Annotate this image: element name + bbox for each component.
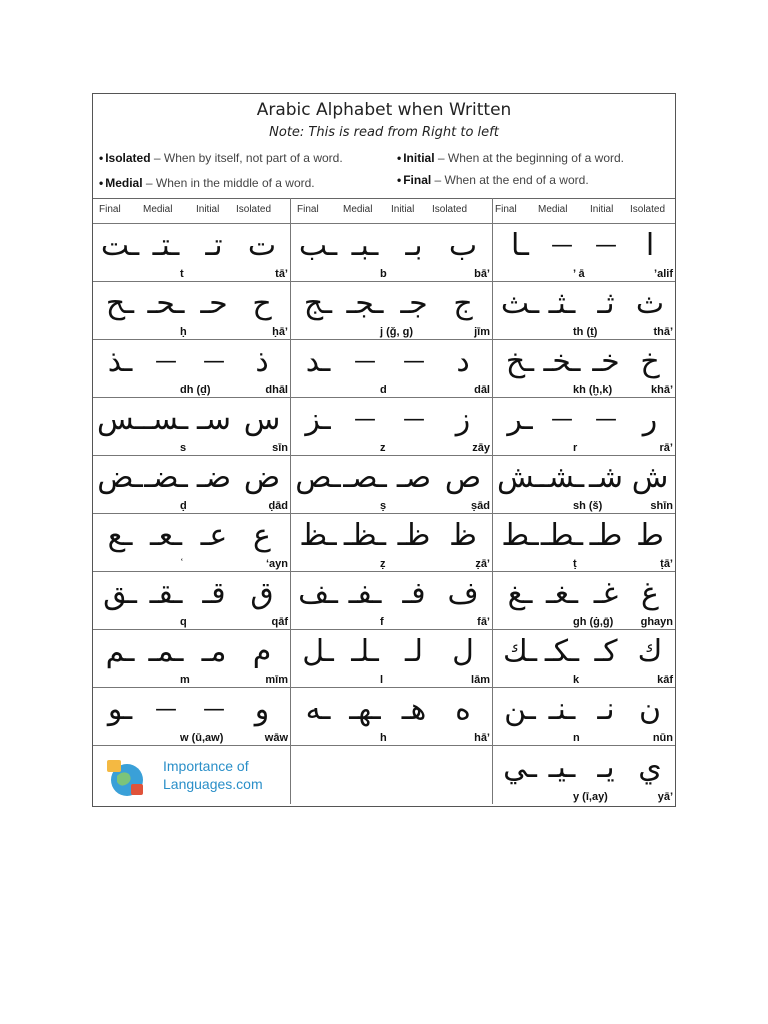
letter-cell [291, 572, 493, 629]
final-form-glyph: ـم [105, 634, 135, 669]
column-header-group [93, 198, 291, 223]
letter-name: ‘ayn [265, 558, 288, 570]
letter-name: ghayn [640, 616, 673, 628]
letter-cell [493, 746, 675, 804]
initial-form-glyph: صـ [396, 460, 432, 495]
column-header-label: Final [297, 204, 319, 215]
letter-name: bā’ [474, 268, 490, 280]
letter-name: zāy [472, 442, 490, 454]
transliteration: ṣ [380, 500, 387, 512]
letter-name: fā’ [477, 616, 490, 628]
isolated-form-glyph: ض [243, 460, 281, 495]
letter-name: rā’ [659, 442, 673, 454]
letter-cell [291, 688, 493, 745]
letter-name: dhāl [265, 384, 288, 396]
empty-cell [93, 746, 291, 804]
column-header-group [493, 198, 675, 223]
letter-name: ḍād [268, 500, 288, 512]
initial-form-glyph: فـ [402, 576, 426, 611]
medial-form-glyph: — [155, 349, 177, 374]
initial-form-glyph: ظـ [397, 518, 431, 553]
medial-form-glyph: — [354, 349, 376, 374]
letter-cell [493, 224, 675, 281]
isolated-form-glyph: ت [247, 228, 277, 263]
medial-form-glyph: ـيـ [548, 750, 576, 785]
transliteration: m [180, 674, 190, 686]
initial-form-glyph: جـ [400, 286, 428, 321]
letter-name: tā’ [275, 268, 288, 280]
letter-cell [93, 340, 291, 397]
final-form-glyph: ـذ [107, 344, 133, 379]
column-header-label: Final [99, 204, 121, 215]
transliteration: ḍ [180, 500, 187, 512]
letter-name: sīn [272, 442, 288, 454]
letter-grid [93, 198, 675, 807]
final-form-glyph: ـر [507, 402, 533, 437]
alphabet-chart [92, 93, 676, 807]
medial-form-glyph: ـصـ [343, 460, 387, 495]
isolated-form-glyph: ق [250, 576, 274, 611]
letter-name: shīn [650, 500, 673, 512]
letter-cell [493, 688, 675, 745]
final-form-glyph: ـب [298, 228, 338, 263]
letter-cell [93, 514, 291, 571]
final-form-glyph: ـل [302, 634, 334, 669]
reading-direction-note: Note: This is read from Right to left [269, 125, 499, 140]
letter-cell [493, 572, 675, 629]
isolated-form-glyph: ظ [449, 518, 477, 553]
column-header-label: Initial [590, 204, 614, 215]
column-header-label: Final [495, 204, 517, 215]
transliteration: sh (š) [573, 500, 603, 512]
medial-form-glyph: ـجـ [346, 286, 384, 321]
column-header-label: Medial [538, 204, 568, 215]
isolated-form-glyph: ج [453, 286, 473, 321]
isolated-form-glyph: ع [253, 518, 271, 553]
column-header-label: Initial [391, 204, 415, 215]
initial-form-glyph: ضـ [196, 460, 232, 495]
letter-row [93, 630, 675, 688]
final-form-glyph: ـغ [507, 576, 533, 611]
medial-form-glyph: ـهـ [349, 692, 381, 727]
final-form-glyph: ـص [295, 460, 341, 495]
initial-form-glyph: بـ [405, 228, 423, 263]
transliteration: w (ū,aw) [180, 732, 224, 744]
transliteration: n [573, 732, 580, 744]
initial-form-glyph: قـ [202, 576, 226, 611]
medial-form-glyph: ـسـ [143, 402, 189, 437]
letter-name: nūn [652, 732, 673, 744]
letter-name: ṭā’ [660, 558, 673, 570]
initial-form-glyph: شـ [589, 460, 623, 495]
chart-title: Arabic Alphabet when Written [256, 100, 512, 120]
final-form-glyph: ـق [103, 576, 137, 611]
final-form-glyph: ـس [97, 402, 145, 437]
letter-row [93, 224, 675, 282]
column-header-row [93, 198, 675, 224]
final-form-glyph: ـخ [505, 344, 535, 379]
medial-form-glyph: ـلـ [351, 634, 379, 669]
final-form-glyph: ـن [504, 692, 536, 727]
isolated-form-glyph: ث [635, 286, 665, 321]
final-form-glyph: ـظ [299, 518, 337, 553]
initial-form-glyph: حـ [200, 286, 228, 321]
initial-form-glyph: — [203, 697, 225, 722]
isolated-form-glyph: خ [640, 344, 660, 379]
medial-form-glyph: ـبـ [351, 228, 379, 263]
letter-row [93, 340, 675, 398]
initial-form-glyph: طـ [589, 518, 623, 553]
isolated-form-glyph: م [252, 634, 272, 669]
legend-final: • Final – When at the end of a word. [397, 173, 589, 187]
transliteration: r [573, 442, 578, 454]
transliteration: h [380, 732, 387, 744]
final-form-glyph: ـو [107, 692, 133, 727]
medial-form-glyph: ـضـ [144, 460, 188, 495]
initial-form-glyph: غـ [593, 576, 619, 611]
letter-name: hā’ [474, 732, 490, 744]
isolated-form-glyph: ف [447, 576, 479, 611]
isolated-form-glyph: ح [252, 286, 272, 321]
medial-form-glyph: ـفـ [348, 576, 382, 611]
transliteration: ʿ [180, 558, 184, 570]
letter-cell [291, 456, 493, 513]
transliteration: s [180, 442, 187, 454]
initial-form-glyph: — [595, 407, 617, 432]
letter-row [93, 572, 675, 630]
empty-cell [291, 746, 493, 804]
final-form-glyph: ـد [305, 344, 331, 379]
transliteration: f [380, 616, 384, 628]
initial-form-glyph: لـ [405, 634, 423, 669]
medial-form-glyph: ـعـ [149, 518, 183, 553]
medial-form-glyph: ـظـ [343, 518, 387, 553]
legend-isolated: • Isolated – When by itself, not part of a word. [99, 151, 343, 165]
isolated-form-glyph: ا [645, 228, 655, 263]
isolated-form-glyph: س [243, 402, 281, 437]
letter-name: lām [471, 674, 490, 686]
letter-cell [93, 282, 291, 339]
letter-cell [93, 572, 291, 629]
medial-form-glyph: ـخـ [543, 344, 581, 379]
initial-form-glyph: تـ [205, 228, 223, 263]
letter-cell [93, 456, 291, 513]
isolated-form-glyph: ز [455, 402, 471, 437]
letter-name: kāf [657, 674, 673, 686]
isolated-form-glyph: ش [631, 460, 669, 495]
letter-row [93, 746, 675, 804]
column-header-label: Isolated [630, 204, 666, 215]
initial-form-glyph: مـ [201, 634, 227, 669]
letter-row [93, 398, 675, 456]
transliteration: t [180, 268, 184, 280]
letter-row [93, 514, 675, 572]
medial-form-glyph: ـمـ [148, 634, 184, 669]
isolated-form-glyph: د [456, 344, 470, 379]
medial-form-glyph: ـقـ [149, 576, 183, 611]
letter-cell [291, 224, 493, 281]
initial-form-glyph: ثـ [597, 286, 615, 321]
letter-cell [493, 514, 675, 571]
column-header-label: Initial [196, 204, 220, 215]
letter-name: thā’ [653, 326, 673, 338]
letter-name: qāf [271, 616, 288, 628]
final-form-glyph: ـش [497, 460, 545, 495]
globe-icon [105, 758, 145, 798]
medial-form-glyph: — [354, 407, 376, 432]
final-form-glyph: ـط [501, 518, 539, 553]
medial-form-glyph: — [551, 233, 573, 258]
transliteration: kh (ḫ,k) [573, 384, 613, 396]
isolated-form-glyph: ه [455, 692, 471, 727]
letter-cell [291, 340, 493, 397]
medial-form-glyph: — [551, 407, 573, 432]
transliteration: z [380, 442, 386, 454]
letter-cell [291, 398, 493, 455]
isolated-form-glyph: ي [638, 750, 662, 785]
final-form-glyph: ـي [503, 750, 537, 785]
isolated-form-glyph: ب [448, 228, 478, 263]
transliteration: q [180, 616, 187, 628]
column-header-group [291, 198, 493, 223]
letter-name: ẓā’ [475, 558, 490, 570]
letter-name: dāl [474, 384, 490, 396]
medial-form-glyph: ـغـ [545, 576, 579, 611]
final-form-glyph: ـف [298, 576, 338, 611]
isolated-form-glyph: ط [636, 518, 664, 553]
legend-initial: • Initial – When at the beginning of a word. [397, 151, 625, 165]
column-header-label: Medial [343, 204, 373, 215]
isolated-form-glyph: ص [444, 460, 482, 495]
letter-cell [93, 630, 291, 687]
letter-name: ṣād [471, 500, 490, 512]
initial-form-glyph: كـ [594, 634, 618, 669]
initial-form-glyph: — [403, 349, 425, 374]
initial-form-glyph: عـ [200, 518, 228, 553]
transliteration: ḥ [180, 326, 187, 338]
letter-cell [291, 630, 493, 687]
column-header-label: Isolated [236, 204, 272, 215]
legend-medial: • Medial – When in the middle of a word. [99, 176, 315, 190]
initial-form-glyph: — [203, 349, 225, 374]
isolated-form-glyph: ل [452, 634, 474, 669]
medial-form-glyph: ـتـ [152, 228, 180, 263]
transliteration: th (ṯ) [573, 326, 598, 338]
transliteration: dh (ḏ) [180, 384, 211, 396]
final-form-glyph: ـه [305, 692, 331, 727]
medial-form-glyph: ـحـ [147, 286, 185, 321]
letter-cell [93, 688, 291, 745]
medial-form-glyph: ـنـ [548, 692, 576, 727]
isolated-form-glyph: غ [641, 576, 659, 611]
transliteration: gh (ġ,ḡ) [573, 616, 614, 628]
final-form-glyph: ـز [305, 402, 331, 437]
letter-cell [93, 398, 291, 455]
transliteration: l [380, 674, 384, 686]
letter-row [93, 688, 675, 746]
medial-form-glyph: — [155, 697, 177, 722]
transliteration: y (ī,ay) [573, 791, 608, 803]
final-form-glyph: ـت [100, 228, 140, 263]
letter-name: mīm [265, 674, 288, 686]
letter-name: wāw [264, 732, 288, 744]
initial-form-glyph: هـ [401, 692, 427, 727]
logo-text-line2: Languages.com [163, 776, 263, 792]
transliteration: b [380, 268, 387, 280]
transliteration: ’ ā [573, 268, 585, 280]
initial-form-glyph: — [403, 407, 425, 432]
letter-name: ’alif [654, 268, 673, 280]
transliteration: ṭ [573, 558, 577, 570]
letter-row [93, 282, 675, 340]
initial-form-glyph: يـ [597, 750, 615, 785]
logo-text-line1: Importance of [163, 758, 249, 774]
column-header-label: Medial [143, 204, 173, 215]
final-form-glyph: ـج [303, 286, 333, 321]
letter-cell [493, 398, 675, 455]
isolated-form-glyph: ك [637, 634, 663, 669]
chart-header [93, 94, 675, 199]
initial-form-glyph: نـ [597, 692, 615, 727]
importance-of-languages-logo [105, 754, 285, 798]
letter-cell [493, 630, 675, 687]
letter-cell [493, 340, 675, 397]
column-header-label: Isolated [432, 204, 468, 215]
isolated-form-glyph: ذ [255, 344, 269, 379]
final-form-glyph: ـح [105, 286, 135, 321]
initial-form-glyph: سـ [197, 402, 231, 437]
letter-cell [493, 282, 675, 339]
final-form-glyph: ـا [511, 228, 529, 263]
letter-cell [291, 282, 493, 339]
initial-form-glyph: — [595, 233, 617, 258]
final-form-glyph: ـع [107, 518, 133, 553]
letter-name: ḥā’ [272, 326, 288, 338]
initial-form-glyph: خـ [592, 344, 620, 379]
isolated-form-glyph: و [254, 692, 270, 727]
medial-form-glyph: ـثـ [548, 286, 576, 321]
transliteration: k [573, 674, 580, 686]
letter-row [93, 456, 675, 514]
letter-name: khā’ [650, 384, 673, 396]
isolated-form-glyph: ن [638, 692, 662, 727]
medial-form-glyph: ـطـ [540, 518, 584, 553]
letter-cell [93, 224, 291, 281]
isolated-form-glyph: ر [642, 402, 658, 437]
transliteration: j (ǧ, g) [380, 326, 413, 338]
letter-cell [291, 514, 493, 571]
final-form-glyph: ـض [97, 460, 143, 495]
medial-form-glyph: ـكـ [544, 634, 580, 669]
letter-cell [493, 456, 675, 513]
transliteration: ẓ [380, 558, 386, 570]
final-form-glyph: ـث [500, 286, 540, 321]
letter-name: jīm [474, 326, 490, 338]
letter-name: yā’ [657, 791, 673, 803]
final-form-glyph: ـك [502, 634, 538, 669]
medial-form-glyph: ـشـ [539, 460, 585, 495]
transliteration: d [380, 384, 387, 396]
